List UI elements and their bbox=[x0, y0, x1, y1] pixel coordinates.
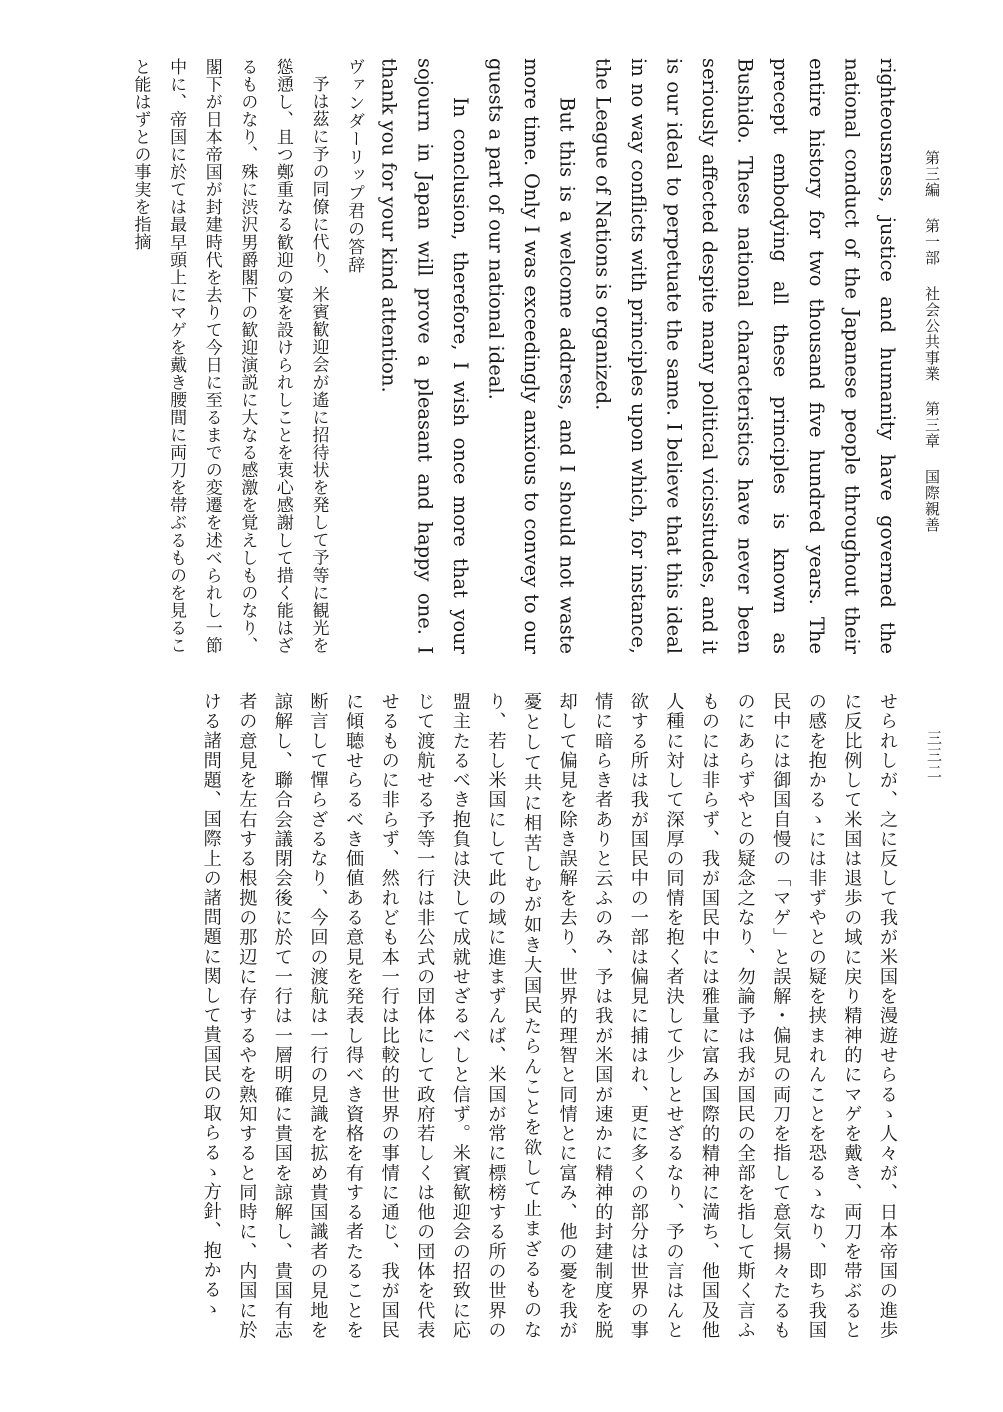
header-title: 国際親善 bbox=[923, 469, 941, 534]
english-paragraph-3: In conclusion, therefore, I wish once more that your sojourn in Japan will prove a pleasant and happy one. I thank you for your kind attention. bbox=[377, 58, 472, 654]
reply-text-start: 予は茲に予の同僚に代り、米賓歓迎会が遙に招待状を発して予等に観光を慫慂し、且つ鄭重なる歓迎の宴を設けられしことを衷心感謝して措く能はざるものなり、殊に渋沢男爵閣下の歓迎演説に大なる感激を覚えしものなり、閣下が日本帝国が封建時代を去りて今日に至るまでの変遷を述べられし一節中に、帝国に於ては最早頭上にマゲを戴き腰間に両刀を帯ぶるものを見ること能はずとの事実を指摘 bbox=[130, 58, 329, 654]
running-header bbox=[915, 150, 945, 670]
page-number: 三三二 bbox=[925, 730, 943, 781]
header-category: 社会公共事業 bbox=[923, 285, 941, 382]
header-part: 第三編 bbox=[923, 150, 941, 198]
header-section: 第一部 bbox=[923, 217, 941, 266]
lower-text-block bbox=[70, 692, 905, 1340]
upper-text-block bbox=[70, 58, 905, 654]
english-paragraph-1: righteousness, justice and humanity have governed the national conduct of the Japanese people throughout their entire history for two thousand five hundred years. The precept embodying all these principles is known as Bushido. These national characteristics have never been seriously affected despite many political vicissitudes, and it is our ideal to perpetuate the same. I believe that this ideal in no way conflicts with principles upon which, for instance, the League of Nations is organized. bbox=[591, 58, 899, 654]
reply-title: ヴァンダーリップ君の答辞 bbox=[344, 58, 365, 274]
reply-text-continued: せられしが、之に反して我が米国を漫遊せらるゝ人々が、日本帝国の進歩に反比例して米国は退歩の域に戻り精神的にマゲを戴き、両刀を帯ぶるとの感を抱かるゝには非ずやとの疑を挟まれんことを恐るゝなり、即ち我国民中には御国自慢の「マゲ」と誤解・偏見の両刀を指して意気揚々たるものにあらずやとの疑念之なり、勿論予は我が国民の全部を指して斯く言ふものには非らず、我が国民中には雅量に富み国際的精神に満ち、他国及他人種に対して深厚の同情を抱く者決して少しとせざるなり、予の言はんと欲する所は我が国民中の一部は偏見に捕はれ、更に多くの部分は世界の事情に暗らき者ありと云ふのみ、予は我が米国が速かに精神的封建制度を脱却して偏見を除き誤解を去り、世界的理智と同情とに富み、他の憂を我が憂として共に相苦しむが如き大国民たらんことを欲して止まざるものなり、若し米国にして此の域に進まずんば、米国が常に標榜する所の世界の盟主たるべき抱負は決して成就せざるべしと信ず。米賓歓迎会の招致に応じて渡航せる予等一行は非公式の団体にして政府若しくは他の団体を代表せるものに非らず、然れども本一行は比較的世界の事情に通じ、我が国民に傾聴せらるべき価値ある意見を発表し得べき資格を有する者たることを断言して憚らざるなり、今回の渡航は一行の見識を拡め貴国識者の見地を諒解し、聯合会議閉会後に於て一行は一層明確に貴国を諒解し、貴国有志者の意見を左右する根拠の那辺に存するやを熟知すると同時に、内国に於ける諸問題、国際上の諸問題に関して貴国民の取らるゝ方針、抱かるゝ bbox=[200, 692, 898, 1340]
english-paragraph-2: But this is a welcome address, and I should not waste more time. Only I was exceedingly anxious to convey to our guests a part of our national ideal. bbox=[484, 58, 579, 654]
header-chapter: 第三章 bbox=[923, 401, 941, 450]
